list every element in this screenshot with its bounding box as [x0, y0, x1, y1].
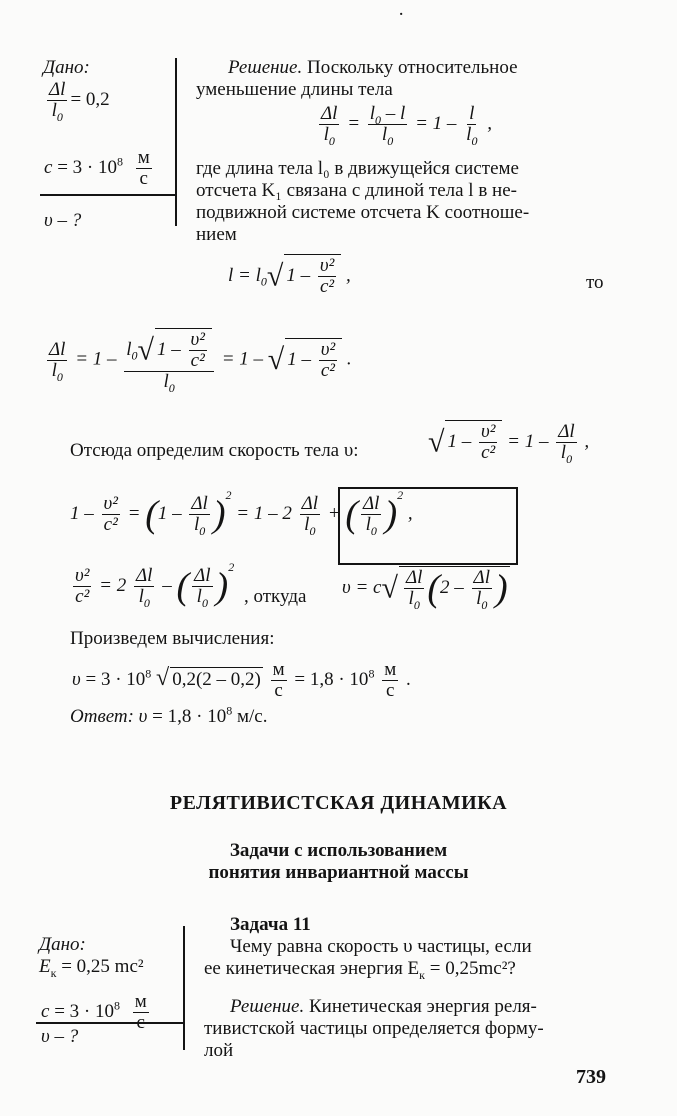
section-subtitle-2: понятия инвариантной массы	[208, 862, 469, 883]
problem-solution-2: тивистской частицы определяется форму-	[204, 1018, 544, 1039]
calc-line: $\upsilon = 3 \cdot 10^8$ √ 0,2(2 – 0,2) $\frac{м}{с}$ = $1,8 \cdot 10^8$ $\frac{м}{с}$ .	[72, 659, 411, 701]
given2-find: υ – ?	[41, 1026, 79, 1047]
given-underline	[40, 194, 175, 196]
problem-text-1: Чему равна скорость υ частицы, если	[230, 936, 532, 957]
problem-text-2: ее кинетическая энергия $E_к = 0,25mc^2$?	[204, 958, 516, 982]
formula-v2-c2: $\frac{\text{υ²}}{\text{c²}}$ = 2 $\frac{\Delta l}{l_0}$ – ( $\frac{\Delta l}{l_0}$ )$^2$	[75, 559, 235, 610]
formula-relative-sqrt: $\frac{\Delta l}{l_0}$ = 1 – $l_0√$ 1 – $\frac{\text{υ²}}{\text{c²}}$ $l_0$ = 1 – √ 1 – $\frac{\text{υ²}}{\text{c²}}$ .	[49, 329, 352, 395]
section-subtitle-1: Задачи с использованием	[229, 840, 448, 861]
given2-energy: $E_к = 0,25$ mc²	[39, 956, 144, 980]
given2-label: Дано:	[39, 934, 86, 955]
velocity-intro: Отсюда определим скорость тела υ:	[70, 440, 359, 461]
formula-length-contraction: $l = l_0√$ 1 – $\frac{\text{υ²}}{\text{c²}}$ ,	[228, 255, 351, 297]
solution-line-4: отсчета K₁ связана с длиной тела l в не-	[196, 180, 517, 201]
page-number: 739	[576, 1066, 606, 1088]
solution-line-5: подвижной системе отсчета K соотноше-	[196, 202, 530, 223]
formula-square-expansion: 1 – $\frac{\text{υ²}}{\text{c²}}$ = (1 – $\frac{\Delta l}{l_0}$ )$^2$ = 1 – 2 $\frac{\Delta l}{l_0}$ + ( $\frac{\Delta l}{l_0}$ )$^2$ ,	[70, 487, 413, 538]
solution-line-3: где длина тела l₀ в движущейся системе	[196, 158, 519, 179]
given2-c: $c = 3 \cdot 10^8$ м	[41, 991, 147, 1022]
formula-velocity-sqrt: √ 1 – $\frac{\text{υ²}}{\text{c²}}$ = 1 – $\frac{\Delta l}{l_0}$ ,	[428, 421, 590, 466]
formula-v-result: υ = c√ $\frac{\Delta l}{l_0}$ (2 – $\frac{\Delta l}{l_0}$ )	[342, 567, 508, 612]
word-otkuda: , откуда	[244, 586, 307, 607]
formula-relative-decrease: $\frac{\Delta l}{l_0}$ = $\frac{l_0 - l}{l_0}$ = 1 – $\frac{l}{l_0}$ ,	[321, 103, 492, 148]
given-divider	[175, 58, 177, 226]
solution-line-2: уменьшение длины тела	[196, 79, 393, 100]
given-label: Дано:	[43, 57, 90, 78]
solution-line-6: нием	[196, 224, 237, 245]
given2-underline	[36, 1022, 183, 1024]
answer: Ответ: $\upsilon = 1,8 \cdot 10^8$ м/с.	[70, 703, 268, 727]
problem-solution-1: Решение. Кинетическая энергия реля-	[230, 996, 537, 1017]
given-find: υ – ?	[44, 210, 82, 231]
solution-line-1: Решение. Поскольку относительное	[228, 57, 518, 78]
calc-intro: Произведем вычисления:	[70, 628, 275, 649]
given-c: $c = 3 \cdot 10^8$ $\frac{м}{с}$	[44, 147, 150, 189]
highlight-box	[338, 487, 518, 565]
section-title: РЕЛЯТИВИСТСКАЯ ДИНАМИКА	[169, 792, 508, 814]
word-to: то	[586, 272, 604, 293]
given2-divider	[183, 926, 185, 1050]
problem-solution-3: лой	[204, 1040, 234, 1061]
given-ratio: $\frac{\Delta l}{l_0}$ = 0,2	[49, 79, 110, 124]
problem-title: Задача 11	[230, 914, 311, 935]
top-mark: ·	[398, 4, 405, 25]
